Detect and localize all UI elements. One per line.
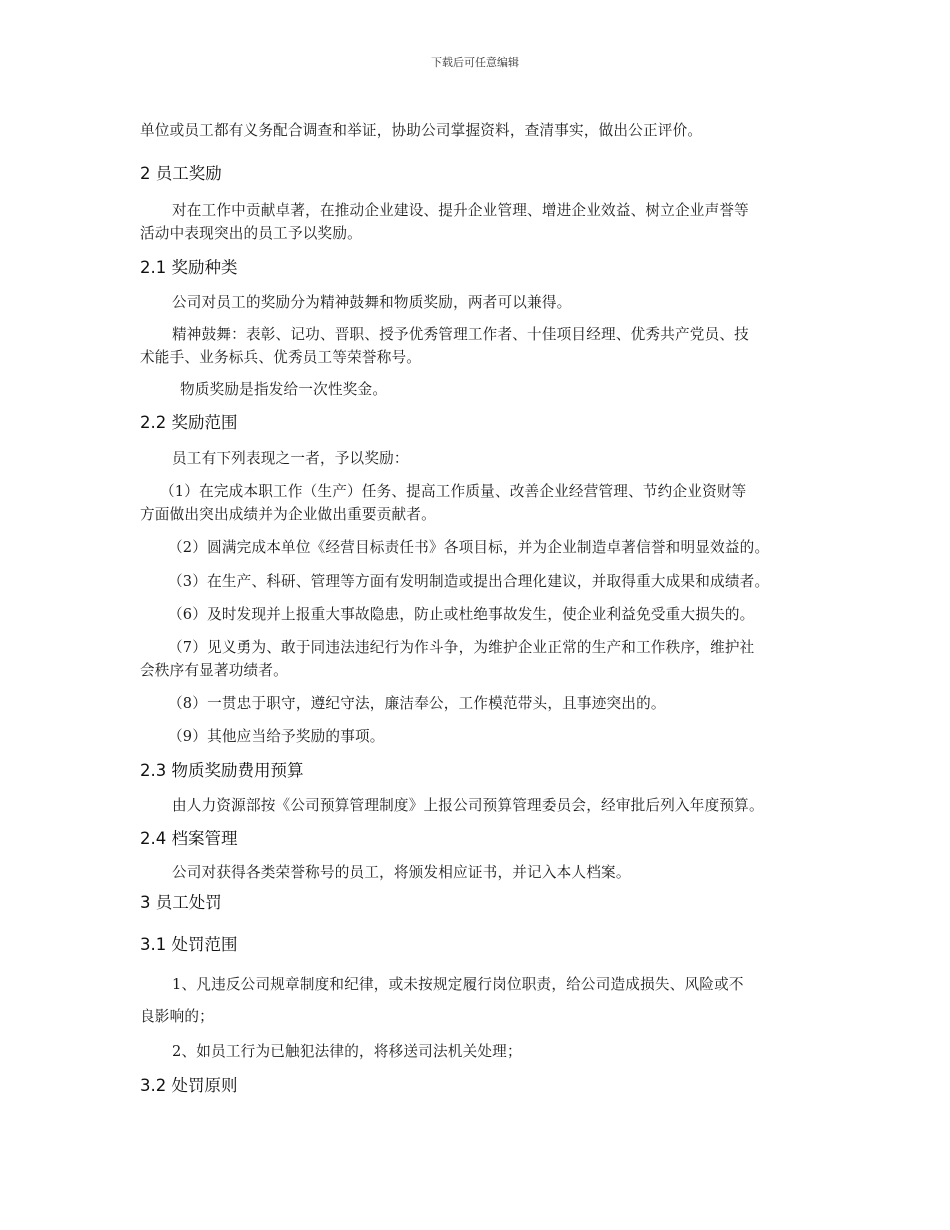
paragraph: 公司对获得各类荣誉称号的员工，将颁发相应证书，并记入本人档案。 (172, 864, 631, 881)
list-item: （6）及时发现并上报重大事故隐患，防止或杜绝事故发生，使企业利益免受重大损失的。 (168, 606, 755, 623)
list-item: （1）在完成本职工作（生产）任务、提高工作质量、改善企业经营管理、节约企业资财等 (160, 483, 747, 500)
list-item: （7）见义勇为、敢于同违法违纪行为作斗争，为维护企业正常的生产和工作秩序，维护社 (168, 639, 755, 656)
section-heading: 3 员工处罚 (140, 893, 222, 912)
page-header: 下载后可任意编辑 (431, 56, 519, 69)
list-item: （3）在生产、科研、管理等方面有发明制造或提出合理化建议，并取得重大成果和成绩者。 (168, 573, 770, 590)
section-heading: 3.1 处罚范围 (140, 935, 238, 954)
paragraph: 公司对员工的奖励分为精神鼓舞和物质奖励，两者可以兼得。 (172, 294, 572, 311)
list-item: 1、凡违反公司规章制度和纪律，或未按规定履行岗位职责，给公司造成损失、风险或不 (172, 976, 744, 993)
list-item: 会秩序有显著功绩者。 (140, 662, 288, 679)
paragraph: 活动中表现突出的员工予以奖励。 (140, 225, 362, 242)
section-heading: 3.2 处罚原则 (140, 1076, 238, 1095)
section-heading: 2.4 档案管理 (140, 829, 238, 848)
section-heading: 2.3 物质奖励费用预算 (140, 761, 304, 780)
paragraph: 精神鼓舞：表彰、记功、晋职、授予优秀管理工作者、十佳项目经理、优秀共产党员、技 (172, 326, 749, 343)
list-item: 良影响的； (140, 1008, 214, 1025)
list-item: 方面做出突出成绩并为企业做出重要贡献者。 (140, 506, 436, 523)
list-item: （8）一贯忠于职守，遵纪守法，廉洁奉公，工作模范带头，且事迹突出的。 (168, 695, 666, 712)
paragraph: 由人力资源部按《公司预算管理制度》上报公司预算管理委员会，经审批后列入年度预算。 (172, 797, 764, 814)
paragraph: 物质奖励是指发给一次性奖金。 (180, 381, 388, 398)
list-item: 2、如员工行为已触犯法律的，将移送司法机关处理； (172, 1043, 522, 1060)
paragraph: 员工有下列表现之一者，予以奖励： (172, 450, 409, 467)
paragraph: 术能手、业务标兵、优秀员工等荣誉称号。 (140, 349, 422, 366)
section-heading: 2 员工奖励 (140, 164, 222, 183)
paragraph: 单位或员工都有义务配合调查和举证，协助公司掌握资料，查清事实，做出公正评价。 (140, 122, 703, 139)
list-item: （9）其他应当给予奖励的事项。 (168, 728, 385, 745)
section-heading: 2.2 奖励范围 (140, 413, 238, 432)
paragraph: 对在工作中贡献卓著，在推动企业建设、提升企业管理、增进企业效益、树立企业声誉等 (172, 202, 749, 219)
section-heading: 2.1 奖励种类 (140, 258, 238, 277)
list-item: （2）圆满完成本单位《经营目标责任书》各项目标，并为企业制造卓著信誉和明显效益的。 (168, 539, 770, 556)
